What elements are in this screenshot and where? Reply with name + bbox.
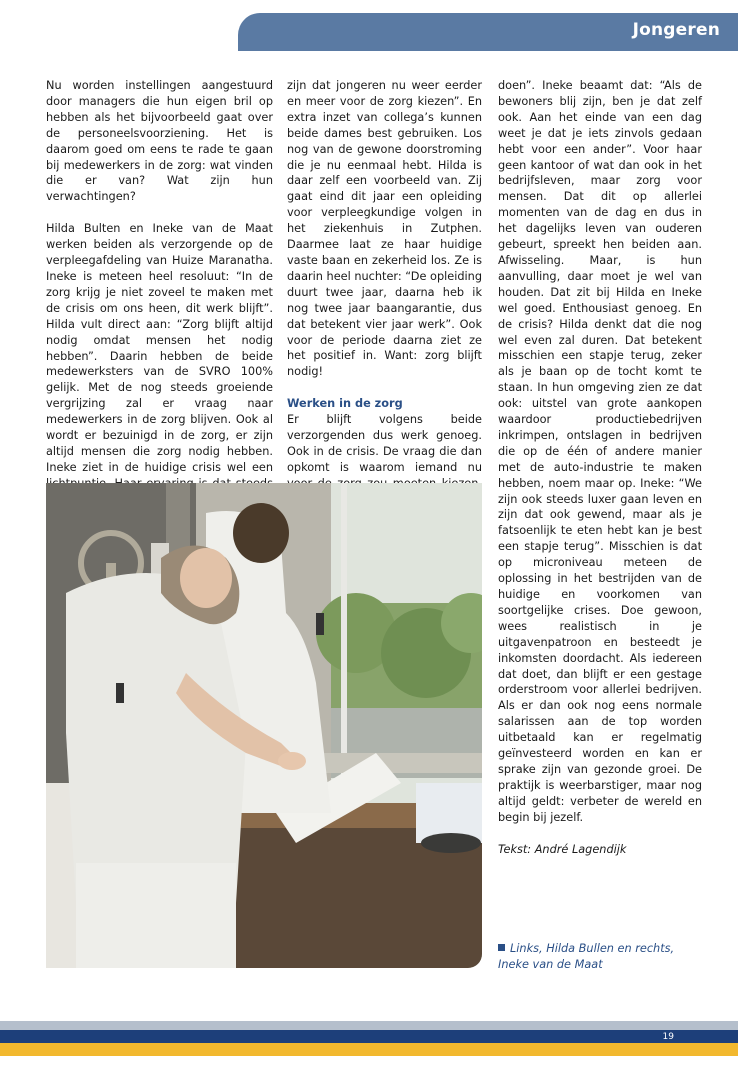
caption-bullet-icon	[498, 944, 505, 951]
article-column-3	[498, 78, 702, 874]
article-paragraph: doen”. Ineke beaamt dat: “Als de bewoners blij zijn, ben je dat zelf ook. Aan het einde van een dag weet je dat je iets zinvols gedaan hebt voor een ander”. Voor haar geen kantoor of wat dan ook in het bedrijfsleven, maar zorg voor mensen. Dat dit op allerlei momenten van de dag en dus in het dagelijks leven van ouderen gebeurt, spreekt hen beiden aan. Afwisseling. Maar, is hun aanvulling, daar moet je wel van houden. Dat zit bij Hilda en Ineke wel goed. Enthousiast genoeg. En de crisis? Hilda denkt dat die nog wel even zal duren. Dat betekent misschien een stapje terug, zeker als je baan op de tocht komt te staan. In hun omgeving zien ze dat ook: uitstel van grote aankopen waardoor productiebedrijven inkrimpen, ontslagen in bedrijven die op de één of andere manier met de auto-industrie te maken hebben, noem maar op. Ineke: “We zijn ook steeds luxer gaan leven en zijn dat ook gewend, maar als je fatsoenlijk te eten hebt kan je best een stapje terug”. Misschien is dat op microniveau meteen de oplossing in het bestrijden van de huidige en voorkomen van soortgelijke crises. Doe gewoon, wees realistisch in je uitgavenpatroon en besteedt je inkomsten doordacht. Als iedereen dat doet, dan blijft er een gestage orderstroom voor allerlei bedrijven. Als er dan ook nog eens normale salarissen aan de top worden uitbetaald kan er regelmatig geïnvesteerd worden en kan er sprake zijn van gezonde groei. De praktijk is weerbarstiger, maar nog altijd geldt: verbeter de wereld en begin bij jezelf.	[498, 79, 702, 824]
footer-stripe-gold	[0, 1043, 738, 1056]
section-title: Jongeren	[632, 20, 720, 40]
footer-stripe-grey	[0, 1021, 738, 1030]
article-credit: Tekst: André Lagendijk	[498, 842, 627, 856]
article-photo	[46, 483, 482, 968]
photo-caption-text: Links, Hilda Bullen en rechts, Ineke van de Maat	[498, 942, 675, 971]
article-paragraph: Nu worden instellingen aangestuurd door managers die hun eigen bril op hebben als het bijvoorbeeld gaat over de personeelsvoorziening. Het is daarom goed om eens te rade te gaan bij medewerkers in de zorg: wat vinden die er van? Wat zijn hun verwachtingen?	[46, 79, 273, 204]
section-header-tab	[238, 13, 738, 51]
page-number: 19	[662, 1032, 674, 1042]
article-paragraph: Hilda Bulten en Ineke van de Maat werken beiden als verzorgende op de verpleegafdeling van Huize Maranatha. Ineke is meteen heel resoluut: “In de zorg krijg je niet zoveel te maken met de crisis om ons heen, dit werk blijft”. Hilda vult direct aan: “Zorg blijft altijd nodig omdat mensen het nodig hebben”. Daarin hebben de beide medewerksters van de SVRO 100% gelijk. Met de nog steeds groeiende vergrijzing zal er vraag naar medewerkers in de zorg blijven. Ook al wordt er bezuinigd in de zorg, er zijn altijd mensen die zorg nodig hebben. Ineke ziet in de huidige crisis wel een	[46, 222, 273, 474]
article-paragraph: zijn dat jongeren nu weer eerder en meer voor de zorg kiezen”. En extra inzet van collega’s kunnen beide dames best gebruiken. Los nog van de gewone doorstroming die je nu eenmaal hebt. Hilda is daar zelf een voorbeeld van. Zij gaat eind dit jaar een opleiding voor verpleegkundige volgen in het ziekenhuis in Zutphen. Daarmee laat ze haar huidige vaste baan en zekerheid los. Ze is daarin heel nuchter: “De opleiding duurt twee jaar, daarna heb ik nog twee jaar baangarantie, dus dat betekent vier jaar werk”. Ook voor de periode daarna ziet ze het positief in. Want: zorg blijft nodig!	[287, 79, 482, 379]
photo-caption	[498, 941, 708, 973]
article-subheading: Werken in de zorg	[287, 397, 403, 411]
article-paragraph: Er blijft volgens beide verzorgenden dus werk genoeg. Ook in de crisis. De vraag die dan opkomt is waarom iemand nu	[287, 413, 482, 474]
footer-stripe-blue	[0, 1030, 738, 1043]
